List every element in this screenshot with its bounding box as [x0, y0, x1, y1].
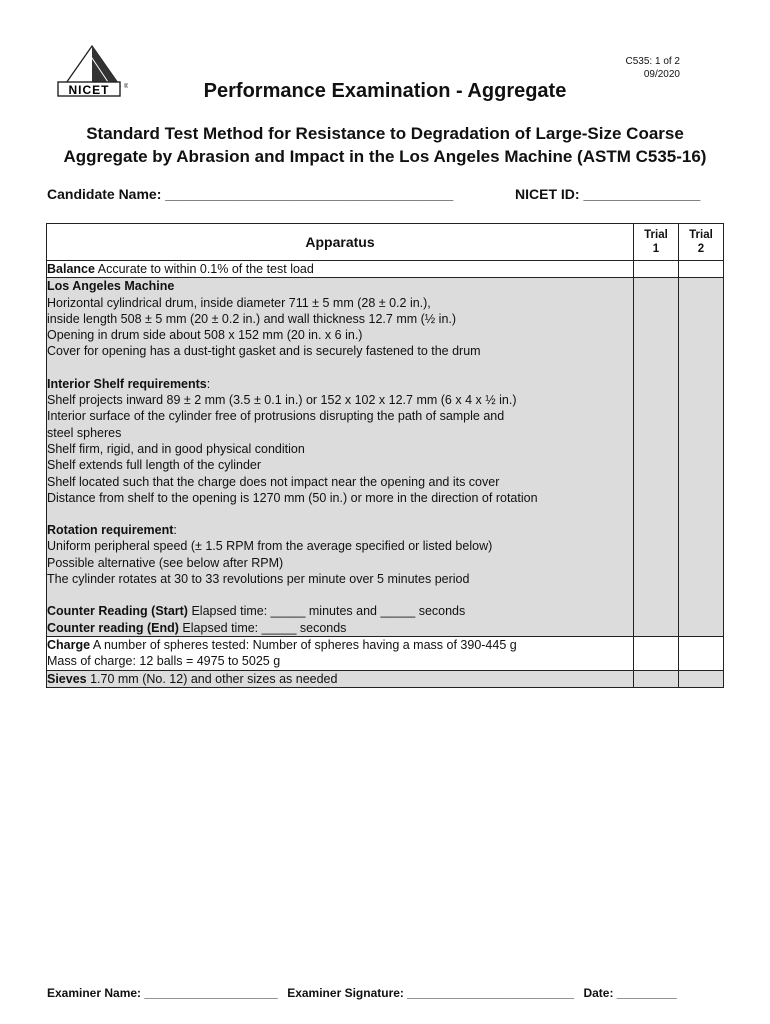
- shelf-line: Shelf located such that the charge does not impact near the opening and its cover: [47, 474, 500, 489]
- shelf-line: Interior surface of the cylinder free of protrusions disrupting the path of sample and: [47, 409, 505, 424]
- sieves-row: [47, 670, 724, 687]
- counter-start-field[interactable]: Elapsed time: _____ minutes and _____ seconds: [187, 604, 466, 619]
- shelf-line: steel spheres: [47, 425, 122, 440]
- subtitle-line-1: Standard Test Method for Resistance to Degradation of Large-Size Coarse: [86, 124, 684, 143]
- balance-trial-1-check[interactable]: [634, 261, 679, 278]
- examiner-name-field[interactable]: Examiner Name: ____________________: [47, 986, 278, 1000]
- balance-label: Balance: [47, 262, 95, 276]
- charge-description: [47, 636, 634, 670]
- shelf-line: Distance from shelf to the opening is 1270 mm (50 in.) or more in the direction of rotation: [47, 490, 538, 505]
- examiner-footer: [47, 986, 727, 1000]
- sieves-label: Sieves: [47, 671, 87, 686]
- subtitle-line-2: Aggregate by Abrasion and Impact in the Los Angeles Machine (ASTM C535-16): [63, 147, 707, 166]
- la-machine-line: Opening in drum side about 508 x 152 mm (20 in. x 6 in.): [47, 328, 363, 343]
- apparatus-table: [46, 223, 724, 688]
- rotation-line: Possible alternative (see below after RPM): [47, 555, 284, 570]
- sieves-trial-1-check[interactable]: [634, 670, 679, 687]
- la-machine-trial-2-check[interactable]: [679, 278, 724, 637]
- la-machine-line: Cover for opening has a dust-tight gasket and is securely fastened to the drum: [47, 344, 481, 359]
- charge-text: A number of spheres tested: Number of spheres having a mass of 390-445 g: [90, 637, 517, 652]
- examiner-signature-field[interactable]: Examiner Signature: _________________________: [287, 986, 575, 1000]
- sieves-text: 1.70 mm (No. 12) and other sizes as needed: [86, 671, 338, 686]
- la-machine-line: Horizontal cylindrical drum, inside diameter 711 ± 5 mm (28 ± 0.2 in.),: [47, 295, 431, 310]
- shelf-heading: Interior Shelf requirements: [47, 376, 207, 391]
- charge-trial-2-check[interactable]: [679, 636, 724, 670]
- counter-end-field[interactable]: Elapsed time: _____ seconds: [178, 620, 347, 635]
- sieves-description: [47, 670, 634, 687]
- trial-2-header: [679, 224, 724, 261]
- la-machine-line: inside length 508 ± 5 mm (20 ± 0.2 in.) and wall thickness 12.7 mm (½ in.): [47, 311, 457, 326]
- sieves-trial-2-check[interactable]: [679, 670, 724, 687]
- revision-date: 09/2020: [643, 69, 680, 80]
- shelf-line: Shelf firm, rigid, and in good physical condition: [47, 441, 305, 456]
- candidate-name-field[interactable]: Candidate Name: _____________________________________: [47, 186, 454, 202]
- charge-mass-line: Mass of charge: 12 balls = 4975 to 5025 g: [47, 654, 281, 669]
- shelf-line: Shelf extends full length of the cylinder: [47, 458, 262, 473]
- page-code: C535: 1 of 2: [625, 56, 680, 67]
- apparatus-header: Apparatus: [47, 224, 634, 261]
- date-field[interactable]: Date: _________: [583, 986, 677, 1000]
- shelf-line: Shelf projects inward 89 ± 2 mm (3.5 ± 0.1 in.) or 152 x 102 x 12.7 mm (6 x 4 x ½ in.): [47, 393, 517, 408]
- trial-1-header: [634, 224, 679, 261]
- la-machine-description: [47, 278, 634, 637]
- la-machine-heading: Los Angeles Machine: [47, 279, 175, 294]
- page-title: Performance Examination - Aggregate: [203, 80, 567, 102]
- balance-description: [47, 261, 634, 278]
- trial-1-label: Trial: [644, 229, 668, 241]
- rotation-line: Uniform peripheral speed (± 1.5 RPM from the average specified or listed below): [47, 539, 493, 554]
- document-code: [626, 55, 680, 81]
- charge-trial-1-check[interactable]: [634, 636, 679, 670]
- charge-label: Charge: [47, 637, 91, 652]
- la-machine-row: [47, 278, 724, 637]
- trial-2-label: Trial: [689, 229, 713, 241]
- trial-2-number: 2: [697, 243, 705, 255]
- balance-trial-2-check[interactable]: [679, 261, 724, 278]
- counter-start-label: Counter Reading (Start): [47, 604, 188, 619]
- trial-1-number: 1: [652, 243, 660, 255]
- table-header-row: [47, 224, 724, 261]
- balance-row: [47, 261, 724, 278]
- shelf-colon: :: [206, 376, 211, 391]
- counter-end-label: Counter reading (End): [47, 620, 179, 635]
- charge-row: [47, 636, 724, 670]
- rotation-line: The cylinder rotates at 30 to 33 revolutions per minute over 5 minutes period: [47, 572, 470, 587]
- rotation-colon: :: [173, 523, 177, 538]
- logo-text: NICET: [68, 83, 110, 97]
- nicet-id-field[interactable]: NICET ID: _______________: [515, 186, 701, 202]
- candidate-row: [47, 186, 727, 202]
- balance-text: Accurate to within 0.1% of the test load: [94, 262, 314, 276]
- la-machine-trial-1-check[interactable]: [634, 278, 679, 637]
- rotation-heading: Rotation requirement: [47, 523, 174, 538]
- logo-registered: ®: [124, 84, 128, 90]
- test-method-title: [30, 122, 740, 168]
